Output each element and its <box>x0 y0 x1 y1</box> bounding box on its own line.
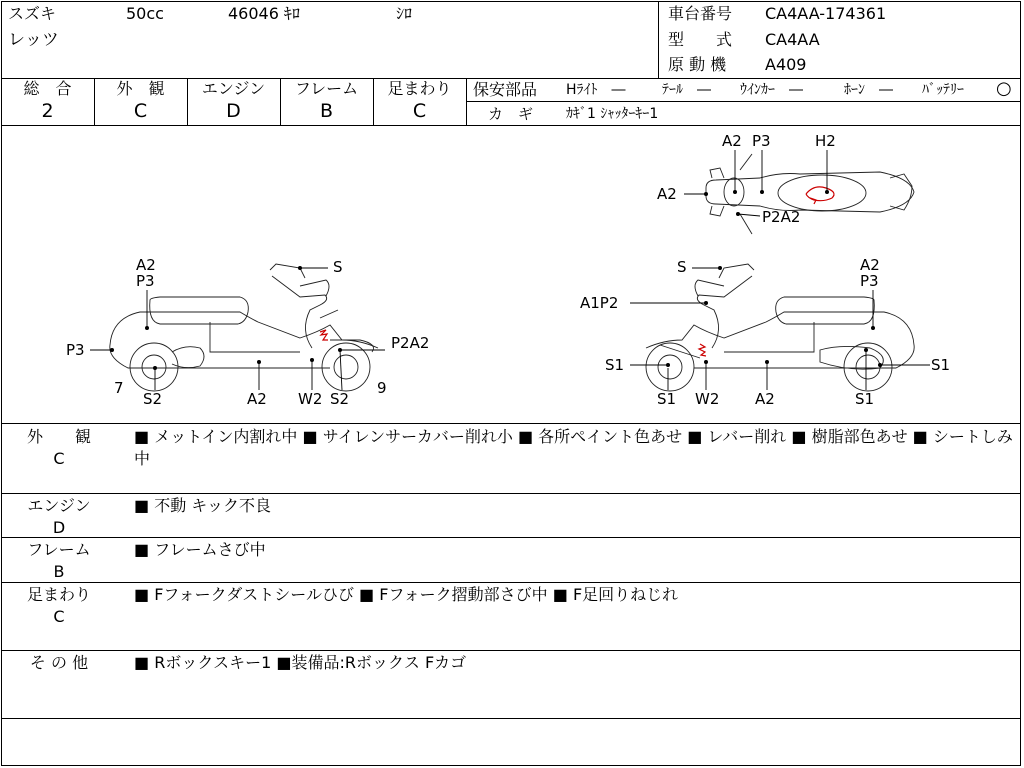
label-w2: W2 <box>695 390 720 408</box>
label-p3: P3 <box>860 272 879 290</box>
type-value: CA4AA <box>765 30 820 49</box>
safety-horn: ﾎｰﾝ ― <box>844 82 893 98</box>
safety-title: 保安部品 <box>473 80 538 99</box>
key-value: ｶｷﾞ1 ｼｬｯﾀｰｷｰ1 <box>566 106 659 122</box>
frame-no: CA4AA-174361 <box>765 4 887 23</box>
label-s2: S2 <box>330 390 350 408</box>
rule <box>1 537 1021 538</box>
engine-label: 原 動 機 <box>668 55 727 74</box>
label-a2: A2 <box>136 256 156 274</box>
model-name: レッツ <box>8 30 59 50</box>
label-s1: S1 <box>605 356 625 374</box>
label-a2: A2 <box>722 132 742 150</box>
rule <box>1 582 1021 583</box>
label-s: S <box>677 258 687 276</box>
section-label-engine: エンジン D <box>27 496 91 537</box>
section-label-frame: フレーム B <box>27 540 91 581</box>
label-a1p2: A1P2 <box>580 294 619 312</box>
section-text-engine: ■ 不動 キック不良 <box>134 496 271 515</box>
scooter-top-view <box>706 154 914 234</box>
grade-overall: 総 合 2 <box>23 79 72 122</box>
label-s1: S1 <box>931 356 951 374</box>
section-text-suspension: ■ Fフォークダストシールひび ■ Fフォーク摺動部さび中 ■ F足回りねじれ <box>134 585 679 604</box>
key-label: カ ギ <box>488 105 534 123</box>
safety-taillight: ﾃｰﾙ ― <box>662 82 711 98</box>
maker: スズキ <box>8 4 57 23</box>
engine-value: A409 <box>765 55 807 74</box>
label-7: 7 <box>114 379 124 397</box>
label-p2a2: P2A2 <box>762 208 801 226</box>
label-p3: P3 <box>752 132 771 150</box>
label-a2: A2 <box>247 390 267 408</box>
grade-frame: フレーム B <box>294 79 359 122</box>
battery-ok-mark: ○ <box>996 78 1012 99</box>
safety-headlight: Hﾗｲﾄ ― <box>566 82 626 98</box>
section-text-exterior: ■ メットイン内割れ中 ■ サイレンサーカバー削れ小 ■ 各所ペイント色あせ ■ レバー削れ ■ 樹脂部色あせ ■ シートしみ中 <box>134 427 1013 468</box>
grade-suspension: 足まわり C <box>387 79 452 122</box>
label-s: S <box>333 258 343 276</box>
label-a2: A2 <box>860 256 880 274</box>
label-p2a2: P2A2 <box>391 334 430 352</box>
label-s1: S1 <box>657 390 677 408</box>
mileage: 46046 ｷﾛ <box>228 4 300 23</box>
rule <box>1 718 1021 719</box>
label-9: 9 <box>377 379 387 397</box>
label-a2: A2 <box>657 185 677 203</box>
label-a2: A2 <box>755 390 775 408</box>
label-p3: P3 <box>136 272 155 290</box>
section-text-other: ■ Rボックスキー1 ■装備品:Rボックス Fカゴ <box>134 653 467 672</box>
displacement: 50cc <box>126 4 164 23</box>
section-label-exterior: 外 観 C <box>26 427 91 468</box>
safety-winker: ｳｲﾝｶｰ ― <box>740 82 803 98</box>
rule <box>1 423 1021 424</box>
section-text-frame: ■ フレームさび中 <box>134 540 266 559</box>
section-label-suspension: 足まわり C <box>26 585 91 626</box>
type-label: 型 式 <box>668 30 733 49</box>
grade-exterior: 外 観 C <box>116 79 165 122</box>
damage-marks <box>320 187 834 356</box>
frame-no-label: 車台番号 <box>668 4 733 23</box>
rule <box>1 650 1021 651</box>
label-h2: H2 <box>815 132 836 150</box>
grade-engine: エンジン D <box>201 79 266 122</box>
rule <box>1 493 1021 494</box>
label-w2: W2 <box>298 390 323 408</box>
label-p3: P3 <box>66 341 85 359</box>
section-label-other: そ の 他 <box>29 653 89 672</box>
label-s2: S2 <box>143 390 163 408</box>
safety-battery: ﾊﾞｯﾃﾘｰ <box>922 82 964 98</box>
color: ｼﾛ <box>396 4 413 23</box>
label-s1: S1 <box>855 390 875 408</box>
